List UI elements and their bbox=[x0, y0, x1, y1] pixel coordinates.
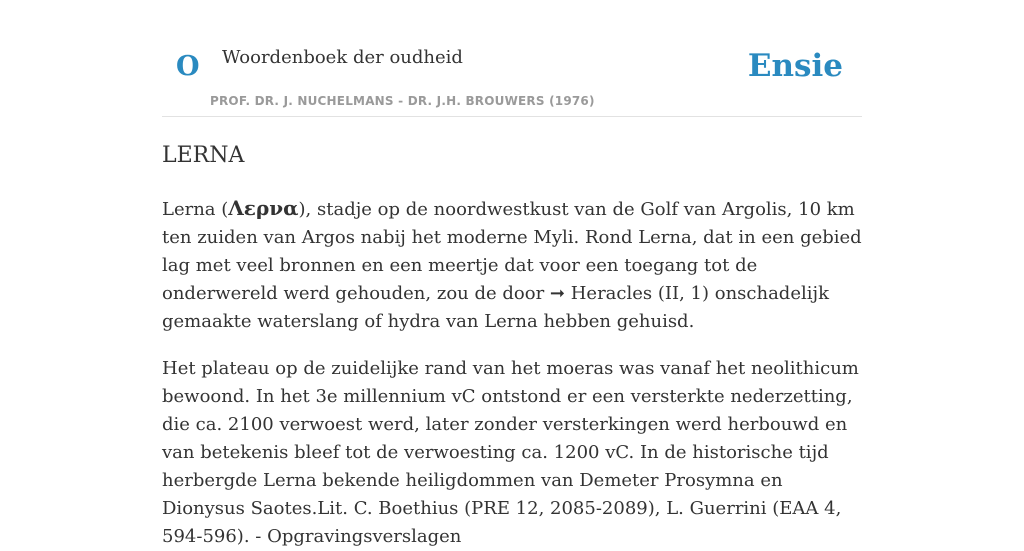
book-authors: PROF. DR. J. NUCHELMANS - DR. J.H. BROUWERS (1976) bbox=[210, 94, 595, 108]
paragraph-text: ), stadje op de noordwestkust van de Golf van Argolis, 10 km ten zuiden van Argos nabij het moderne Myli. Rond Lerna, dat in een gebied lag met veel bronnen en een meertje dat voor een toegang tot de onderwereld werd gehouden, zou de door bbox=[162, 199, 862, 304]
book-title[interactable]: Woordenboek der oudheid bbox=[222, 47, 463, 68]
entry-title: LERNA bbox=[162, 143, 245, 168]
cross-reference-arrow-icon[interactable]: ➞ bbox=[549, 283, 565, 304]
greek-term: Λερνα bbox=[228, 196, 299, 220]
brand-logo[interactable]: Ensie bbox=[747, 48, 843, 84]
paragraph-text: Heracles (II, 1) onschadelijk gemaakte waterslang of hydra van Lerna hebben gehuisd. bbox=[162, 283, 829, 332]
entry-paragraph: Het plateau op de zuidelijke rand van het moeras was vanaf het neolithicum bewoond. In het 3e millennium vC ontstond er een versterkte nederzetting, die ca. 2100 verwoest werd, later zonder versterkingen werd herbouwd en van betekenis bleef tot de verwoesting ca. 1200 vC. In de historische tijd herbergde Lerna bekende heiligdommen van Demeter Prosymna en Dionysus Saotes.Lit. C. Boethius (PRE 12, 2085-2089), L. Guerrini (EAA 4, 594-596). - Opgravingsverslagen bbox=[162, 358, 859, 547]
page bbox=[162, 0, 862, 551]
letter-badge[interactable]: O bbox=[176, 51, 200, 82]
header bbox=[162, 0, 862, 117]
paragraph-text: Lerna ( bbox=[162, 199, 229, 220]
entry-paragraph bbox=[162, 194, 862, 336]
entry-body bbox=[162, 194, 862, 551]
